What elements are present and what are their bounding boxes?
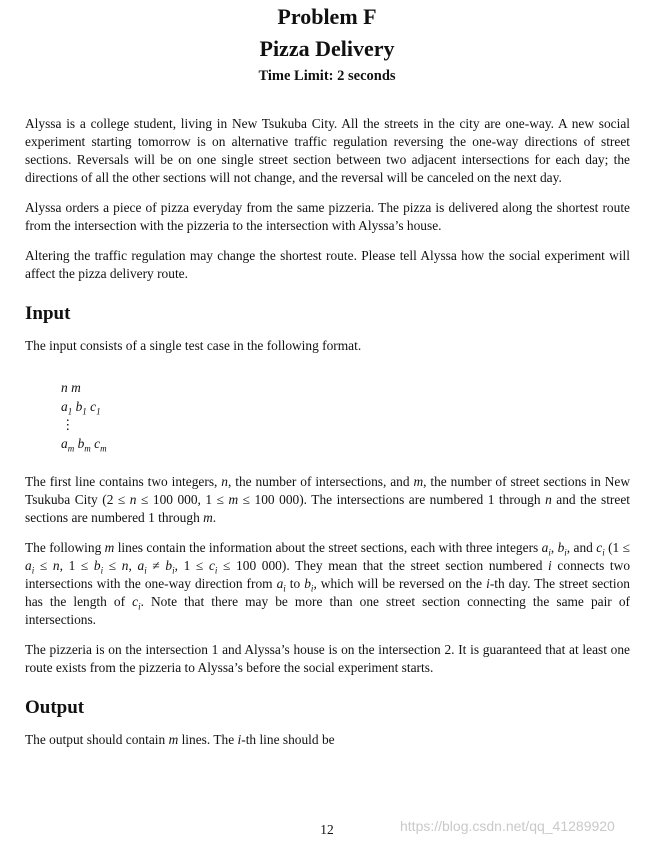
math-subscript: i [100,565,104,576]
text-run: (1 ≤ [604,540,630,555]
math-symbol: c [94,435,101,451]
math-symbol: b [93,558,101,573]
text-run: lines contain the information about the street sections, each with three integers [114,540,542,555]
math-symbol: c [132,594,139,609]
text-run: , [128,558,138,573]
math-subscript: i [31,565,35,576]
math-symbol: a [61,398,68,414]
math-subscript: i [310,583,314,594]
math-symbol: n [61,380,68,395]
math-subscript: 1 [82,406,87,417]
math-subscript: i [144,565,147,576]
text-run: connects two intersections with the one-way direction from [25,558,631,591]
math-symbol: c [596,540,603,555]
math-subscript: i [283,583,286,594]
math-subscript: m [84,443,91,454]
page-number: 12 [320,822,334,837]
math-symbol: a [541,540,549,555]
paragraph [25,731,630,749]
math-symbol: m [228,492,239,507]
math-symbol: m [203,510,213,525]
format-line [61,416,630,435]
text-run: , [550,540,558,555]
math-subscript: i [138,601,141,612]
format-line [61,379,630,398]
math-symbol: i [486,576,490,591]
problem-title: Pizza Delivery [259,36,395,61]
math-symbol: n [545,492,552,507]
problem-letter: Problem F [277,4,377,29]
text-run: ≤ [34,558,53,573]
input-heading: Input [25,303,71,324]
text-run: The input consists of a single test case in the following format. [25,338,362,353]
intro-section [25,115,630,283]
text-run: . [212,510,217,525]
problem-statement [25,115,630,761]
math-symbol: n [52,558,60,573]
text-run: The output should contain [25,732,169,747]
text-run: -th day. The street section has the length of [25,576,630,609]
math-symbol: m [71,380,81,395]
math-symbol: a [25,558,32,573]
math-symbol: b [77,435,85,451]
math-symbol: b [304,576,311,591]
math-symbol: n [221,474,228,489]
paragraph [25,247,630,283]
math-symbol: a [61,435,68,451]
text-run: , the number of street sections in New Tsukuba City (2 ≤ [25,474,630,507]
math-subscript: i [548,547,551,558]
paragraph [25,337,630,355]
math-symbol: a [137,558,145,573]
text-run: The first line contains two integers, [25,474,222,489]
text-run: ≤ 100 000, 1 ≤ [136,492,229,507]
math-subscript: i [214,565,218,576]
text-run: , and [566,540,597,555]
output-heading: Output [25,697,85,718]
time-limit: Time Limit: 2 seconds [258,68,396,84]
math-symbol: m [168,732,179,747]
math-symbol: b [557,540,565,555]
text-run: ≤ 100 000). The intersections are numbered 1 through [238,492,546,507]
text-run: ≤ 100 000). They mean that the street section numbered [217,558,549,573]
text-run: Altering the traffic regulation may change the shortest route. Please tell Alyssa how the social experiment will affect the pizza delivery route. [25,248,630,281]
text-run: , the number of intersections, and [227,474,414,489]
text-run: The following [25,540,105,555]
format-line [61,398,630,417]
paragraph [25,199,630,235]
math-symbol: b [75,398,83,414]
math-symbol: n [129,492,137,507]
math-subscript: i [172,565,175,576]
math-subscript: m [67,443,75,454]
text-run: The pizzeria is on the intersection 1 and Alyssa’s house is on the intersection 2. It is guaranteed that at least one route exists from the pizzeria to Alyssa’s before the social experiment starts. [25,642,630,675]
math-symbol: i [548,558,552,573]
math-symbol: a [276,576,284,591]
text-run: Alyssa is a college student, living in New Tsukuba City. All the streets in the city are one-way. A new social experiment starting tomorrow is on alternative traffic regulation reversing the one-way directions of street sections. Reversals will be on one single street section between two adjacent intersections for each day; the directions of all the other sections will not change, and the reversal will be canceled on the next day. [25,116,630,185]
paragraph [25,539,630,629]
math-symbol: c [208,558,215,573]
text-run: ≠ [146,558,166,573]
text-run: ≤ [103,558,122,573]
text-run: , 1 ≤ [59,558,94,573]
math-subscript: i [602,547,605,558]
math-subscript: 1 [67,406,73,417]
text-run: and the street sections are numbered 1 through [25,492,631,525]
math-subscript: 1 [96,406,101,417]
paragraph [25,115,630,187]
text-run: lines. The [178,732,238,747]
math-symbol: n [121,558,129,573]
text-run: ⋮ [61,417,75,432]
math-symbol: m [413,474,424,489]
math-subscript: m [100,443,107,454]
format-line [61,435,630,454]
text-run: -th line should be [241,732,335,747]
math-subscript: i [564,547,567,558]
input-format [61,379,630,453]
math-symbol: c [90,398,97,414]
paragraph [25,473,630,527]
text-run: , which will be reversed on the [313,576,487,591]
math-symbol: m [104,540,115,555]
math-symbol: i [237,732,242,747]
text-run: . Note that there may be more than one street section connecting the same pair of intersections. [25,594,630,627]
paragraph [25,641,630,677]
text-run: , 1 ≤ [174,558,209,573]
text-run: Alyssa orders a piece of pizza everyday from the same pizzeria. The pizza is delivered along the shortest route from the intersection with the pizzeria to the intersection with Alyssa’s house. [25,200,630,233]
text-run: to [285,576,305,591]
math-symbol: b [165,558,173,573]
watermark: https://blog.csdn.net/qq_41289920 [400,818,615,834]
